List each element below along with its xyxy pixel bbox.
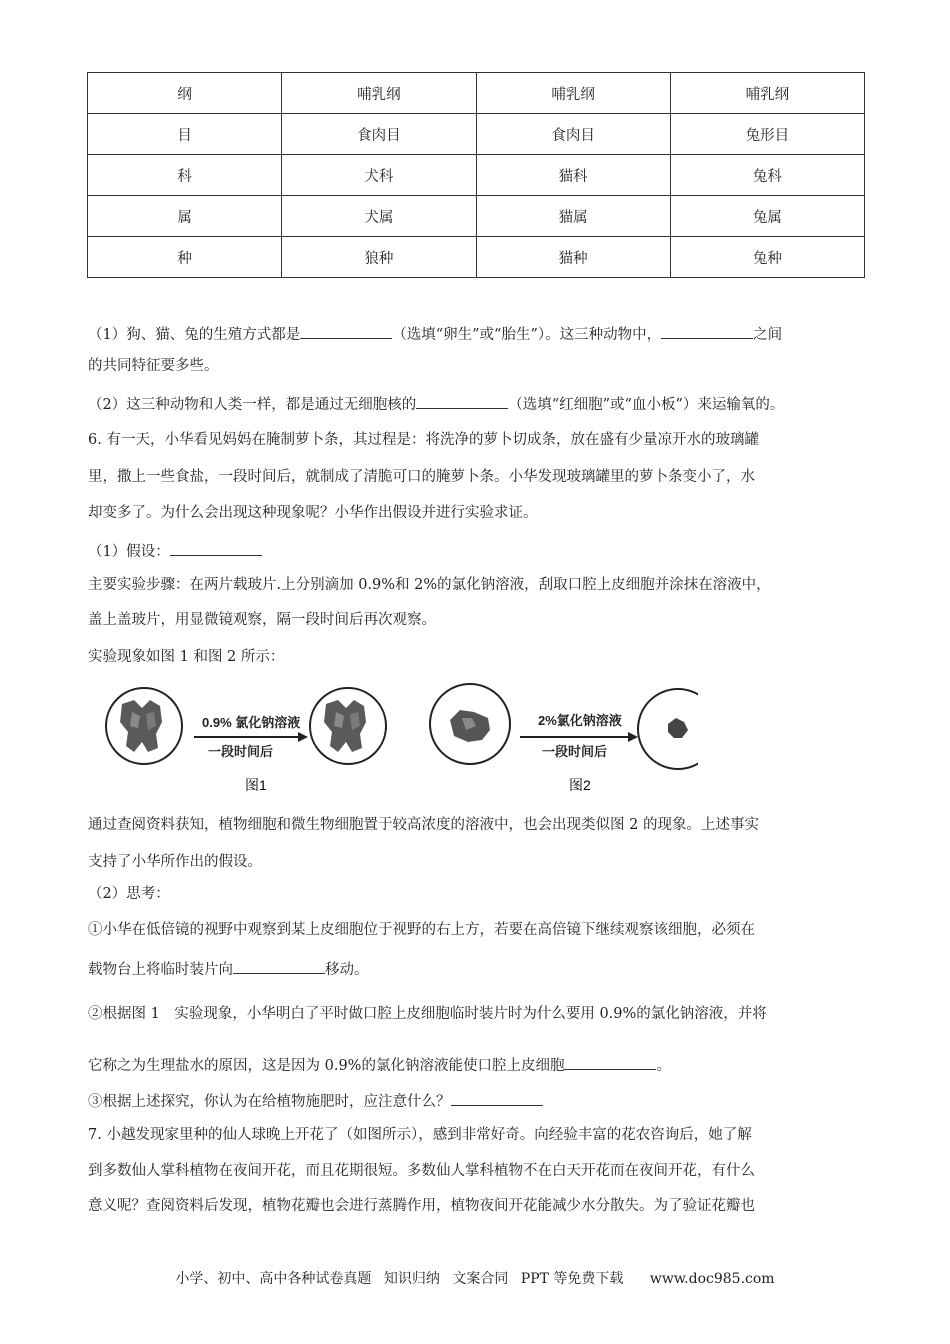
q5-part2 bbox=[88, 393, 868, 415]
q6-phenomenon: 实验现象如图 1 和图 2 所示： bbox=[88, 649, 285, 665]
answer-blank[interactable] bbox=[416, 393, 508, 409]
table-row bbox=[88, 155, 865, 196]
footer-text: 知识归纳 bbox=[383, 1271, 440, 1287]
table-cell: 兔种 bbox=[670, 237, 864, 278]
fig2-bottom-label: 一段时间后 bbox=[542, 744, 608, 759]
footer-text: PPT 等免费下载 bbox=[520, 1271, 624, 1287]
table-cell: 纲 bbox=[88, 73, 282, 114]
answer-blank[interactable] bbox=[451, 1090, 543, 1106]
table-cell: 属 bbox=[88, 196, 282, 237]
page-footer bbox=[0, 1268, 950, 1288]
q7-line1: 7. 小越发现家里种的仙人球晚上开花了（如图所示），感到非常好奇。向经验丰富的花农咨询后，她了解 bbox=[88, 1127, 752, 1143]
footer-link[interactable]: www.doc985.com bbox=[649, 1271, 775, 1287]
q6-intro-line1: 6. 有一天，小华看见妈妈在腌制萝卜条，其过程是：将洗净的萝卜切成条，放在盛有少量凉开水的玻璃罐 bbox=[88, 432, 759, 448]
text: （1）狗、猫、兔的生殖方式都是 bbox=[88, 327, 301, 343]
fig1-caption: 图1 bbox=[245, 777, 267, 793]
q6-intro-line2: 里，撒上一些食盐，一段时间后，就制成了清脆可口的腌萝卜条。小华发现玻璃罐里的萝卜条变小了，水 bbox=[88, 469, 755, 485]
classification-table bbox=[87, 72, 865, 278]
table-cell: 兔科 bbox=[670, 155, 864, 196]
answer-blank[interactable] bbox=[300, 323, 392, 339]
table-cell: 哺乳纲 bbox=[476, 73, 670, 114]
table-cell: 目 bbox=[88, 114, 282, 155]
q6-t2-line2 bbox=[88, 1054, 868, 1076]
q6-thinking: （2）思考： bbox=[88, 886, 170, 902]
answer-blank[interactable] bbox=[661, 323, 753, 339]
table-row bbox=[88, 196, 865, 237]
experiment-figures bbox=[98, 682, 698, 794]
table-cell: 哺乳纲 bbox=[282, 73, 476, 114]
footer-text: 文案合同 bbox=[452, 1271, 509, 1287]
text: （选填“卵生”或“胎生”）。这三种动物中， bbox=[392, 327, 662, 343]
answer-blank[interactable] bbox=[170, 540, 262, 556]
table-row bbox=[88, 73, 865, 114]
q6-steps-line1: 主要实验步骤：在两片载玻片.上分别滴加 0.9%和 2%的氯化钠溶液，刮取口腔上皮细胞并涂抹在溶液中， bbox=[88, 577, 771, 593]
text: 之间 bbox=[753, 327, 783, 343]
text: （2）这三种动物和人类一样，都是通过无细胞核的 bbox=[88, 397, 417, 413]
text: 。 bbox=[656, 1058, 671, 1074]
table-cell: 种 bbox=[88, 237, 282, 278]
q7-line2: 到多数仙人掌科植物在夜间开花，而且花期很短。多数仙人掌科植物不在白天开花而在夜间开花，有什么 bbox=[88, 1163, 755, 1179]
text: 移动。 bbox=[325, 962, 369, 978]
q6-steps-line2: 盖上盖玻片，用显微镜观察，隔一段时间后再次观察。 bbox=[88, 612, 436, 628]
arrow-head-icon bbox=[628, 732, 638, 742]
footer-text: 小学、初中、高中各种试卷真题 bbox=[175, 1271, 372, 1287]
fig1-top-label: 0.9% 氯化钠溶液 bbox=[202, 715, 301, 730]
answer-blank[interactable] bbox=[233, 958, 325, 974]
table-cell: 兔属 bbox=[670, 196, 864, 237]
q5-part1-line2: 的共同特征要多些。 bbox=[88, 358, 219, 374]
arrow-head-icon bbox=[298, 732, 308, 742]
table-cell: 狼种 bbox=[282, 237, 476, 278]
q6-info-line1: 通过查阅资料获知，植物细胞和微生物细胞置于较高浓度的溶液中，也会出现类似图 2 的现象。上述事实 bbox=[88, 817, 759, 833]
fig2-caption: 图2 bbox=[569, 777, 591, 793]
table-row bbox=[88, 114, 865, 155]
table-cell: 食肉目 bbox=[282, 114, 476, 155]
q6-t2-line1: ②根据图 1 实验现象，小华明白了平时做口腔上皮细胞临时装片时为什么要用 0.9%的氯化钠溶液，并将 bbox=[88, 1006, 767, 1022]
q6-t3 bbox=[88, 1090, 868, 1112]
table-row bbox=[88, 237, 865, 278]
table-cell: 犬科 bbox=[282, 155, 476, 196]
answer-blank[interactable] bbox=[564, 1054, 656, 1070]
text: （选填“红细胞”或“血小板”）来运输氧的。 bbox=[508, 397, 785, 413]
text: 它称之为生理盐水的原因，这是因为 0.9%的氯化钠溶液能使口腔上皮细胞 bbox=[88, 1058, 565, 1074]
q6-intro-line3: 却变多了。为什么会出现这种现象呢？小华作出假设并进行实验求证。 bbox=[88, 505, 538, 521]
text: （1）假设： bbox=[88, 544, 170, 560]
text: ③根据上述探究，你认为在给植物施肥时，应注意什么？ bbox=[88, 1094, 451, 1110]
table-cell: 食肉目 bbox=[476, 114, 670, 155]
table-cell: 猫种 bbox=[476, 237, 670, 278]
q6-t1-line2 bbox=[88, 958, 868, 980]
table-cell: 猫科 bbox=[476, 155, 670, 196]
q6-t1-line1: ①小华在低倍镜的视野中观察到某上皮细胞位于视野的右上方，若要在高倍镜下继续观察该细胞，必须在 bbox=[88, 922, 755, 938]
table-cell: 犬属 bbox=[282, 196, 476, 237]
table-cell: 猫属 bbox=[476, 196, 670, 237]
table-cell: 哺乳纲 bbox=[670, 73, 864, 114]
text: 载物台上将临时装片向 bbox=[88, 962, 233, 978]
table-cell: 科 bbox=[88, 155, 282, 196]
table-cell: 兔形目 bbox=[670, 114, 864, 155]
q6-hypothesis bbox=[88, 540, 868, 562]
fig1-bottom-label: 一段时间后 bbox=[208, 744, 274, 759]
q6-info-line2: 支持了小华所作出的假设。 bbox=[88, 854, 262, 870]
fig2-top-label: 2%氯化钠溶液 bbox=[538, 713, 622, 728]
q7-line3: 意义呢？查阅资料后发现，植物花瓣也会进行蒸腾作用，植物夜间开花能减少水分散失。为了验证花瓣也 bbox=[88, 1198, 755, 1214]
q5-part1-line1 bbox=[88, 323, 868, 345]
